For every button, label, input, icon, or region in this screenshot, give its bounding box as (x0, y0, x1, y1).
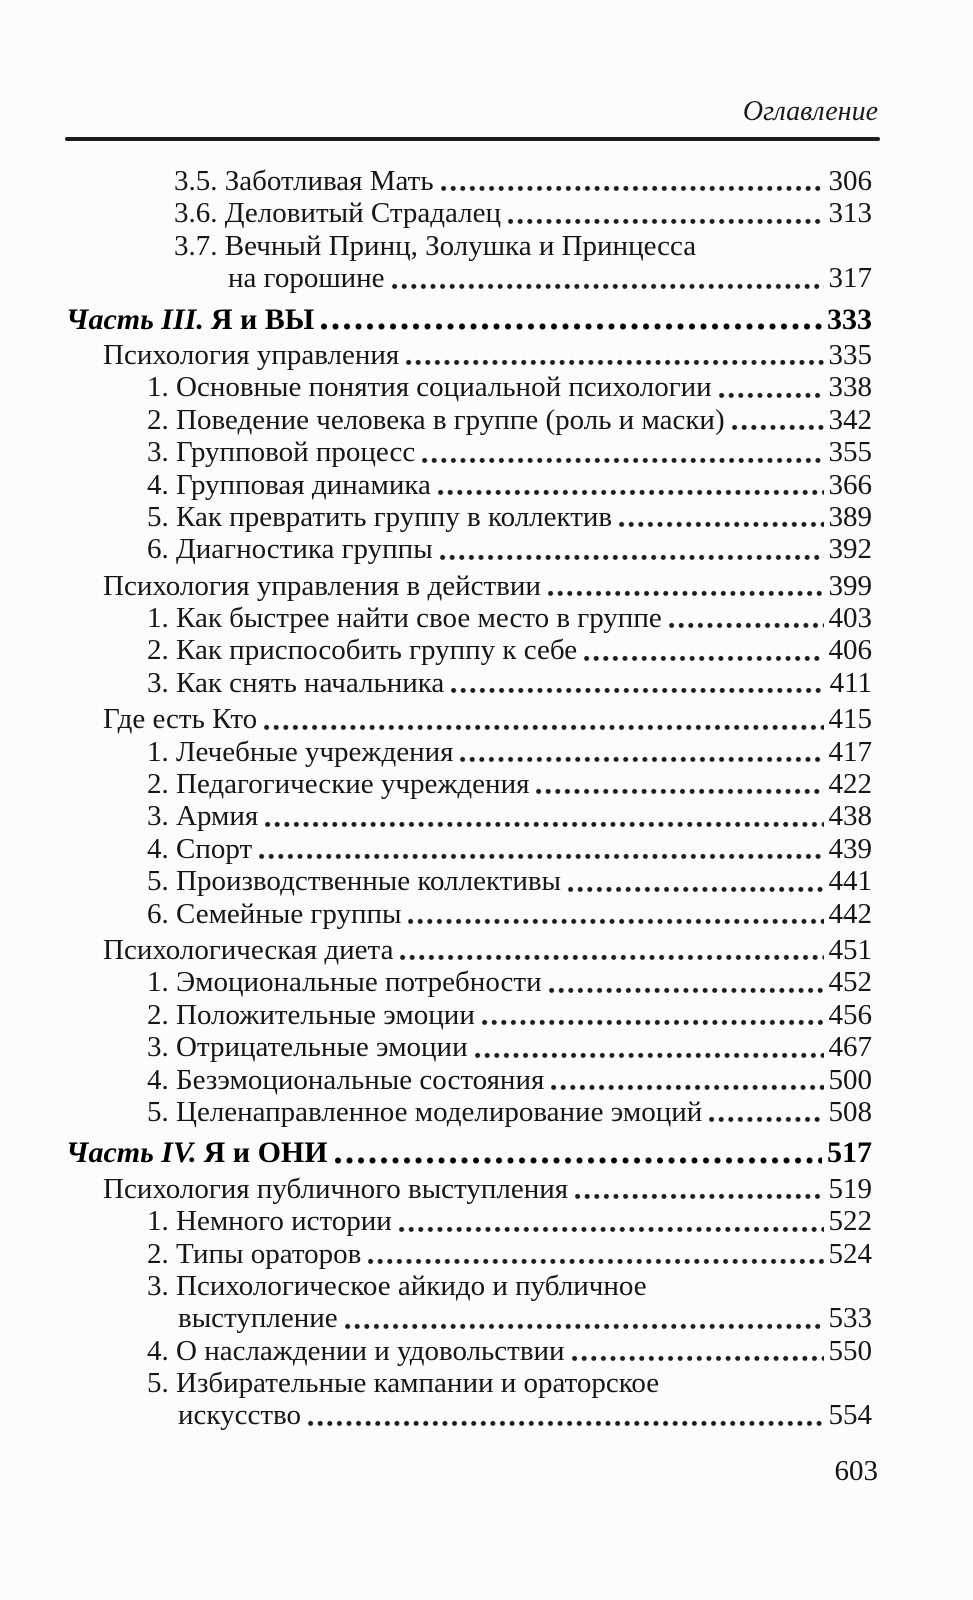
toc-page-number: 415 (828, 703, 872, 736)
toc-entry-text: 5. Как превратить группу в коллектив (147, 500, 613, 533)
toc-page-number: 441 (828, 865, 872, 898)
toc-entry-text: выступление (178, 1302, 338, 1335)
toc-entry-text: Психологическая диета (103, 933, 394, 966)
toc-entry-text: 6. Семейные группы (147, 897, 402, 930)
toc-entry-text: искусство (178, 1399, 301, 1432)
toc-entry-text: 3. Армия (147, 800, 259, 833)
toc-entry-text: 4. Безэмоциональные состояния (147, 1063, 545, 1096)
toc-entry (66, 339, 872, 371)
toc-leader-dots (549, 987, 824, 994)
toc-page-number: 366 (828, 468, 872, 501)
toc-leader-dots (669, 622, 824, 629)
toc-entry (66, 230, 872, 295)
toc-part-label: Часть III. (66, 302, 204, 336)
toc-entry (66, 966, 872, 998)
toc-leader-dots (619, 521, 823, 528)
toc-page-number: 451 (828, 933, 872, 966)
toc-page-number: 411 (829, 666, 872, 699)
toc-leader-dots (451, 687, 824, 694)
toc-entry (66, 768, 872, 800)
toc-leader-dots (548, 590, 824, 597)
toc-entry-text: 3. Групповой процесс (147, 436, 416, 469)
toc-entry-text: 3.7. Вечный Принц, Золушка и Принцесса (174, 229, 697, 262)
toc-page-number: 317 (828, 262, 872, 295)
toc-page-number: 389 (828, 500, 872, 533)
toc-page-number: 442 (828, 897, 872, 930)
toc-entry (66, 865, 872, 897)
toc-leader-dots (508, 218, 824, 225)
toc-page-number: 417 (828, 735, 872, 768)
toc-entry-text: Психология публичного выступления (103, 1172, 569, 1205)
toc-leader-dots (719, 392, 824, 399)
toc-entry (66, 703, 872, 735)
toc-page-number: 522 (828, 1205, 872, 1238)
toc-leader-dots (584, 655, 823, 662)
toc-leader-dots (568, 886, 823, 893)
toc-leader-dots (406, 359, 823, 366)
toc-entry-text: 1. Лечебные учреждения (147, 735, 454, 768)
toc-page-number: 306 (828, 165, 872, 197)
toc-entry-text: Часть III. Я и ВЫ (66, 302, 315, 336)
toc-page-number: 533 (828, 1302, 872, 1335)
toc-entry-text: 4. Спорт (147, 832, 253, 865)
toc-entry (66, 634, 872, 666)
toc-entry-text: 3. Психологическое айкидо и публичное (147, 1269, 647, 1302)
toc-entry (66, 934, 872, 966)
toc-page-number: 517 (827, 1136, 872, 1170)
toc-leader-dots (460, 756, 823, 763)
toc-entry (66, 1136, 872, 1168)
toc-entry-text: 3.5. Заботливая Мать (174, 165, 434, 197)
toc-entry-text: 2. Поведение человека в группе (роль и маски) (147, 403, 725, 436)
toc-leader-dots (482, 1019, 824, 1026)
toc-page-number: 335 (828, 338, 872, 371)
toc-page-number: 422 (828, 768, 872, 801)
toc-entry (66, 898, 872, 930)
toc-page-number: 554 (828, 1399, 872, 1432)
toc-entry-text: 4. Групповая динамика (147, 468, 431, 501)
toc-leader-dots (536, 788, 823, 795)
toc-entry-text: Часть IV. Я и ОНИ (66, 1136, 328, 1170)
header-rule (65, 137, 880, 141)
toc-entry-text: 2. Педагогические учреждения (147, 768, 530, 801)
toc-page-number: 406 (828, 634, 872, 667)
toc-page-number: 438 (828, 800, 872, 833)
toc-entry (66, 1096, 872, 1128)
toc-entry (66, 533, 872, 565)
toc-leader-dots (392, 283, 824, 290)
toc-entry-text: 1. Как быстрее найти свое место в группе (147, 602, 662, 635)
toc-entry-text: 1. Основные понятия социальной психологии (147, 371, 712, 404)
toc-entry (66, 1238, 872, 1270)
toc-entry-text: 2. Типы ораторов (147, 1237, 362, 1270)
toc-page-number: 467 (828, 1031, 872, 1064)
toc-page-number: 550 (828, 1334, 872, 1367)
toc (66, 165, 872, 1432)
toc-entry-text: 3.6. Деловитый Страдалец (174, 197, 501, 230)
toc-entry (66, 602, 872, 634)
toc-entry-text: 3. Отрицательные эмоции (147, 1031, 468, 1064)
toc-entry (66, 667, 872, 699)
toc-leader-dots (408, 918, 823, 925)
toc-entry (66, 436, 872, 468)
toc-leader-dots (368, 1258, 823, 1265)
toc-page-number: 355 (828, 436, 872, 469)
toc-leader-dots (265, 821, 823, 828)
toc-entry (66, 1031, 872, 1063)
toc-entry-text: 2. Положительные эмоции (147, 998, 475, 1031)
toc-entry-text: 2. Как приспособить группу к себе (147, 634, 578, 667)
page-header-title: Оглавление (742, 96, 878, 127)
toc-page-number: 403 (828, 602, 872, 635)
toc-leader-dots (572, 1355, 824, 1362)
toc-leader-dots (259, 853, 823, 860)
toc-leader-dots (399, 1226, 824, 1233)
toc-entry (66, 1205, 872, 1237)
toc-entry (66, 404, 872, 436)
toc-entry-text: Психология управления в действии (103, 569, 541, 602)
toc-page-number: 439 (828, 832, 872, 865)
toc-entry (66, 1367, 872, 1432)
toc-entry-text: 5. Производственные коллективы (147, 865, 562, 898)
toc-page-number: 524 (828, 1237, 872, 1270)
toc-leader-dots (264, 724, 823, 731)
toc-page-number: 392 (828, 533, 872, 566)
toc-entry-text: Где есть Кто (103, 703, 258, 736)
toc-page-number: 342 (828, 403, 872, 436)
toc-leader-dots (551, 1084, 823, 1091)
toc-page-number: 313 (828, 197, 872, 230)
toc-entry (66, 800, 872, 832)
toc-leader-dots (732, 424, 824, 431)
toc-page-number: 500 (828, 1063, 872, 1096)
toc-entry (66, 1335, 872, 1367)
toc-entry (66, 736, 872, 768)
toc-entry-text: 5. Целенаправленное моделирование эмоций (147, 1095, 703, 1128)
toc-entry-text: 1. Немного истории (147, 1205, 392, 1238)
toc-leader-dots (321, 323, 822, 330)
toc-entry (66, 999, 872, 1031)
toc-leader-dots (335, 1157, 822, 1164)
page-number-footer: 603 (834, 1455, 878, 1487)
toc-entry (66, 1064, 872, 1096)
toc-entry-text: 3. Как снять начальника (147, 666, 445, 699)
toc-entry-text: на горошине (228, 262, 385, 295)
toc-entry (66, 1270, 872, 1335)
toc-leader-dots (475, 1052, 824, 1059)
toc-page-number: 456 (828, 998, 872, 1031)
toc-entry (66, 1173, 872, 1205)
toc-leader-dots (440, 554, 824, 561)
toc-leader-dots (438, 489, 824, 496)
toc-entry-text: 4. О наслаждении и удовольствии (147, 1334, 565, 1367)
toc-entry (66, 197, 872, 229)
toc-entry-text: 5. Избирательные кампании и ораторское (147, 1367, 660, 1400)
toc-entry-text: 1. Эмоциональные потребности (147, 966, 542, 999)
toc-leader-dots (345, 1323, 824, 1330)
toc-part-label: Часть IV. (66, 1136, 197, 1170)
toc-entry-text: Психология управления (103, 338, 400, 371)
toc-entry-text: 6. Диагностика группы (147, 533, 433, 566)
toc-page-number: 519 (828, 1172, 872, 1205)
toc-leader-dots (400, 954, 823, 961)
toc-leader-dots (575, 1193, 823, 1200)
toc-entry (66, 833, 872, 865)
toc-page-number: 508 (828, 1095, 872, 1128)
toc-leader-dots (441, 185, 824, 192)
toc-entry (66, 371, 872, 403)
toc-entry (66, 469, 872, 501)
toc-leader-dots (422, 457, 823, 464)
toc-entry (66, 165, 872, 197)
toc-entry (66, 570, 872, 602)
toc-page-number: 333 (827, 302, 872, 336)
toc-page-number: 452 (828, 966, 872, 999)
toc-leader-dots (308, 1420, 824, 1427)
toc-entry (66, 303, 872, 335)
toc-leader-dots (709, 1116, 823, 1123)
toc-entry (66, 501, 872, 533)
toc-page-number: 399 (828, 569, 872, 602)
toc-page-number: 338 (828, 371, 872, 404)
